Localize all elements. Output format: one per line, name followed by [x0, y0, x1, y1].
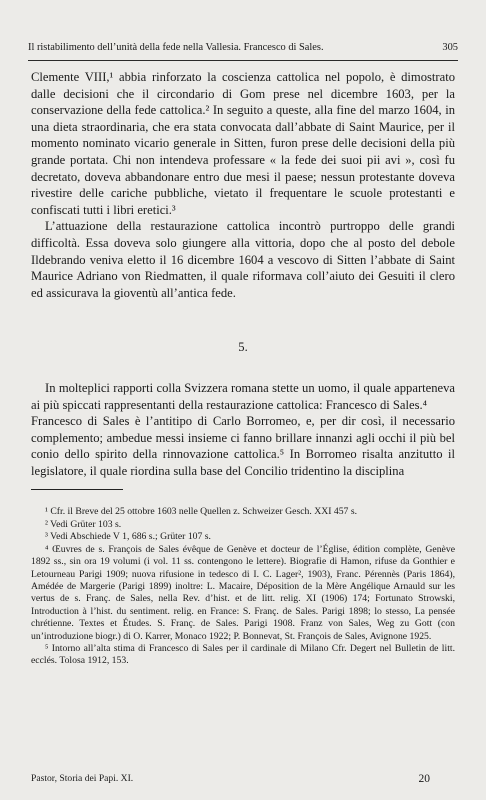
paragraph: L’attuazione della restaurazione cattolica incontrò purtroppo delle grandi difficoltà. Essa doveva solo giungere alla vittoria, dopo che al posto del debole Ildebrando veniva eletto il 16 dicembre 1604 a vescovo di Sitten l’abbate di Saint Maurice Adriano von Riedmatten, il quale riformava coll’aiuto dei Gesuiti il clero ed assicurava la gioventù all’antica fede.	[31, 219, 455, 300]
footnotes	[31, 506, 455, 667]
paragraph: Clemente VIII,¹ abbia rinforzato la coscienza cattolica nel popolo, è dimostrato dalle decisioni che il circondario di Gom prese nel dicembre 1603, per la conservazione della fede cattolica.² In seguito a queste, alla fine del marzo 1604, in una dieta straordinaria, che era stata convocata dall’abbate di Saint Maurice, per il momento nominato vicario generale in Sitten, furon prese delle decisioni della più grande portata. Chi non intendeva professare « la fede dei suoi pii avi », così fu decretato, doveva abbandonare entro due mesi il paese; nessun protestante doveva rivestire delle cariche pubbliche, vietato il frequentare le scuole protestanti e confiscati tutti i libri eretici.³	[31, 70, 455, 217]
page-number: 305	[442, 42, 458, 53]
footnote: ² Vedi Grüter 103 s.	[45, 518, 122, 530]
page-footer	[31, 773, 430, 785]
running-title: Il ristabilimento dell’unità della fede nella Vallesia. Francesco di Sales.	[28, 42, 324, 53]
main-text	[31, 69, 455, 668]
footnote-rule	[31, 489, 123, 490]
footnote: ⁴ Œuvres de s. François de Sales évêque de Genève et docteur de l’Église, édition complète, Genève 1892 ss., sin ora 19 volumi (i vol. 11 ss. contengono le lettere). Biografie di Hamon, rifuse da Gonthier e Letourneau Parigi 1909; nuova rifusione in tedesco di I. C. Lager², 1903), Franc. Pérennès (Paris 1864), Amédée de Margerie (Parigi 1899) inoltre: L. Macaire, Déposition de la Mère Angélique Arnauld sur les vertus de s. Franç. de Sales, nella Rev. d’hist. et de litt. relig. XI (1906) 174; Fortunato Strowski, Introduction à l’hist. du sentiment. relig. en France: S. Franç. de Sales. Parigi 1898; lo stesso, La pensée chrétienne. Textes et Études. S. Franç. de Sales. Parigi 1908. Franz von Sales, Weg zu Gott (con un’introduzione biogr.) di O. Karrer, Monaco 1922; P. Bonnevat, St. François de Sales, Avignone 1925.	[31, 543, 455, 642]
section-number: 5.	[238, 340, 248, 355]
signature-mark: 20	[418, 773, 430, 785]
header-rule	[28, 60, 458, 61]
footnote: ⁵ Intorno all’alta stima di Francesco di Sales per il cardinale di Milano Cfr. Degert nel Bulletin de litt. ecclés. Tolosa 1912, 153.	[31, 642, 455, 667]
paragraph: Francesco di Sales è l’antitipo di Carlo Borromeo, e, per dir così, il necessario complemento; ambedue messi insieme ci fanno brillare innanzi agli occhi il più bel conio dello spirito della rinnovazione cattolica.⁵ In Borromeo risalta anzitutto il legislatore, il quale riordina sulla base del Concilio tridentino la disciplina	[31, 414, 455, 478]
footer-source: Pastor, Storia dei Papi. XI.	[31, 773, 134, 784]
paragraph: In molteplici rapporti colla Svizzera romana stette un uomo, il quale apparteneva ai più spiccati rappresentanti della restaurazione cattolica: Francesco di Sales.⁴	[31, 380, 455, 412]
running-header	[28, 42, 458, 53]
footnote: ³ Vedi Abschiede V 1, 686 s.; Grüter 107 s.	[45, 531, 211, 543]
footnote: ¹ Cfr. il Breve del 25 ottobre 1603 nelle Quellen z. Schweizer Gesch. XXI 457 s.	[45, 506, 358, 518]
